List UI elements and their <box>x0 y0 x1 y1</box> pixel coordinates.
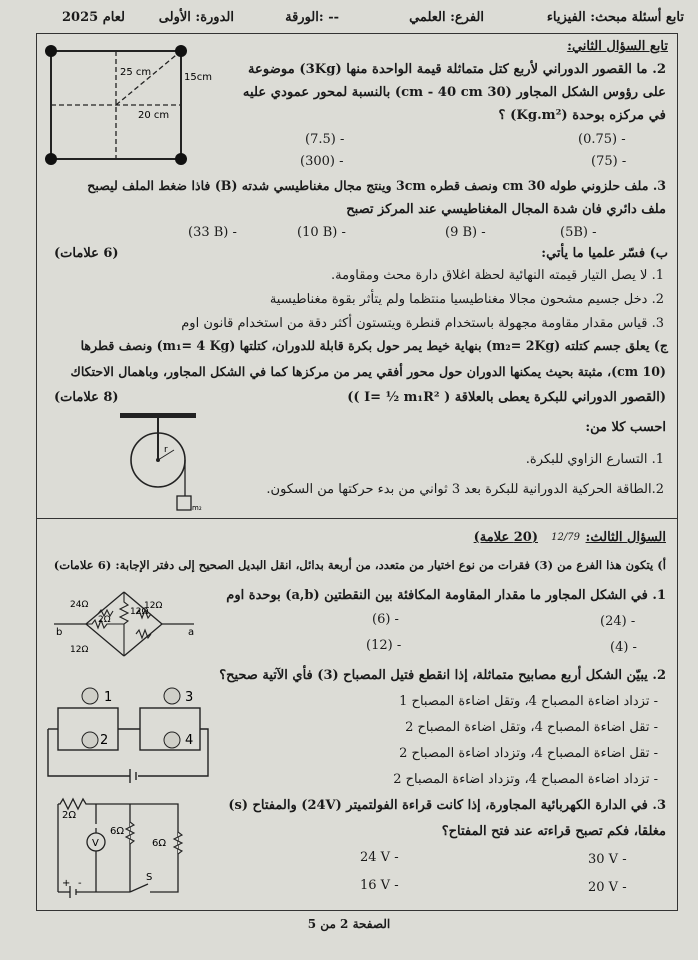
q3-intro: أ) يتكون هذا الفرع من (3) فقرات من نوع اختيار من متعدد، من أربعة بدائل، انقل البديل الصحيح إلى دفتر الإجابة: (6 علامات) <box>53 558 666 572</box>
pulley-radius-label: r <box>164 445 168 455</box>
header-session: الدورة: الأولى <box>158 10 234 25</box>
page-header <box>14 8 684 30</box>
q3-item2-option-1[interactable]: - تزداد اضاءة المصباح 4، وتقل اضاءة المصباح 1 <box>399 694 658 709</box>
q2-partB-marks: (6 علامات) <box>54 246 119 261</box>
lamp-4-label: 4 <box>185 733 194 748</box>
q3-item3-option-1[interactable]: 30 V - <box>588 852 627 867</box>
header-subject: تابع أسئلة مبحث: الفيزياء <box>546 10 684 25</box>
r-6ohm-b-label: 6Ω <box>152 838 167 849</box>
q2-partC-line3: (القصور الدوراني للبكرة يعطى بالعلاقة ( I= ½ m₁R² )) <box>347 390 666 405</box>
q2-item2-option-2[interactable]: (7.5) - <box>305 132 345 147</box>
q2-partC-line1: ج) يعلق جسم كتلته (m₂= 2Kg) بنهاية خيط يمر حول بكرة قابلة للدوران، كتلتها (m₁= 4 Kg) ونصف قطرها <box>80 338 668 353</box>
r-24-label: 24Ω <box>70 600 89 610</box>
q2-partC-item-2: 2.الطاقة الحركية الدورانية للبكرة بعد 3 ثواني من بدء حركتها من السكون. <box>266 482 664 497</box>
q2-partB-title: ب) فسّر علميا ما يأتي: <box>541 246 668 261</box>
q2-item3-option-4[interactable]: (33 B) - <box>188 225 237 240</box>
label-15cm: 15cm <box>184 72 212 83</box>
q2-item3-option-1[interactable]: (5B) - <box>560 225 597 240</box>
q3-item3-option-4[interactable]: 16 V - <box>360 878 399 893</box>
q3-item1-option-2[interactable]: (6) - <box>372 612 399 627</box>
q2-item2-line2: على رؤوس الشكل المجاور (30 cm - 40 cm) بالنسبة لمحور عمودي عليه <box>242 85 666 100</box>
q2-item3-option-3[interactable]: (10 B) - <box>297 225 346 240</box>
q3-marks: (20 علامة) <box>473 530 538 545</box>
voltmeter-label: V <box>92 838 99 849</box>
q2-partC-calc: احسب كلا من: <box>585 420 666 435</box>
voltmeter-circuit-figure <box>48 794 192 902</box>
label-20cm: 20 cm <box>138 110 170 121</box>
label-25cm: 25 cm <box>120 67 152 78</box>
q3-item1-option-3[interactable]: (4) - <box>610 640 637 655</box>
q3-item3-option-3[interactable]: 20 V - <box>588 880 627 895</box>
r-2-label: 2Ω <box>98 615 111 625</box>
q3-item2-option-3[interactable]: - تقل اضاءة المصباح 4، وتزداد اضاءة المصباح 2 <box>399 746 658 761</box>
q3-item3-option-2[interactable]: 24 V - <box>360 850 399 865</box>
r-12c-label: 12Ω <box>70 645 89 655</box>
q3-item3-line1: 3. في الدارة الكهربائية المجاورة، إذا كانت قراءة الفولتميتر (24V) والمفتاح (s) <box>228 798 666 813</box>
r-6ohm-a-label: 6Ω <box>110 826 125 837</box>
pulley-figure <box>118 410 218 516</box>
header-paper: الورقة: -- <box>285 10 339 25</box>
q2-partB-item-1: 1. لا يصل التيار قيمته النهائية لحظة اغلاق دارة محث ومقاومة. <box>330 268 664 283</box>
plus-label: + <box>62 878 71 889</box>
r-2ohm-label: 2Ω <box>62 810 77 821</box>
minus-label: - <box>78 878 82 889</box>
q3-item1-option-1[interactable]: (24) - <box>600 614 636 629</box>
q3-item2-option-2[interactable]: - تقل اضاءة المصباح 4، وتقل اضاءة المصباح 2 <box>405 720 658 735</box>
q3-item2-option-4[interactable]: - تزداد اضاءة المصباح 4، وتزداد اضاءة المصباح 2 <box>393 772 658 787</box>
q2-item2-option-4[interactable]: (300) - <box>300 154 344 169</box>
r-12b-label: 12Ω <box>144 601 163 611</box>
lamp-1-label: 1 <box>104 690 113 705</box>
switch-label: S <box>146 872 153 883</box>
point-a-label: a <box>188 627 195 638</box>
header-year: لعام 2025 <box>62 10 125 25</box>
q2-item3-option-2[interactable]: (9 B) - <box>445 225 486 240</box>
q2-partC-item-1: 1. التسارع الزاوي للبكرة. <box>525 452 664 467</box>
q2-item3-line1: 3. ملف حلزوني طوله 30 cm ونصف قطره 3cm وينتج مجال مغناطيسي شدته (B) فاذا ضغط الملف ليصبح <box>87 178 666 193</box>
q2-item3-line2: ملف دائري فان شدة المجال المغناطيسي عند المركز تصبح <box>346 202 666 217</box>
q2-item2-line1: 2. ما القصور الدوراني لأربع كتل متماثلة قيمة الواحدة منها (3Kg) موضوعة <box>247 62 666 77</box>
q3-item1-option-4[interactable]: (12) - <box>366 638 402 653</box>
q2-item2-option-3[interactable]: (75) - <box>591 154 627 169</box>
q3-title: السؤال الثالث: <box>585 530 666 545</box>
q3-item3-line2: مغلقا، فكم تصبح قراءته عند فتح المفتاح؟ <box>441 824 666 839</box>
q2-partC-line2: (10 cm)، مثبتة بحيث يمكنها الدوران حول محور أفقي يمر من مركزها كما في الشكل المجاور، وباهمال الاحتكاك <box>70 364 666 379</box>
q2-item2-option-1[interactable]: (0.75) - <box>578 132 626 147</box>
lamps-circuit-figure <box>40 684 212 790</box>
point-b-label: b <box>56 627 63 638</box>
r-12a-label: 12Ω <box>130 607 149 617</box>
q2-partB-item-3: 3. قياس مقدار مقاومة مجهولة باستخدام قنطرة ويتستون أكثر دقة من استخدام قانون اوم <box>181 316 664 331</box>
q3-handwritten-note: 12/79 <box>551 532 580 543</box>
section-divider <box>36 518 678 519</box>
mass-label: m₂ <box>192 504 202 512</box>
q2-partC-marks: (8 علامات) <box>54 390 119 405</box>
resistor-bridge-figure <box>48 584 200 662</box>
q2-partB-item-2: 2. دخل جسيم مشحون مجالا مغناطيسيا منتظما ولم يتأثر بقوة مغناطيسية <box>269 292 664 307</box>
q3-item1-line1: 1. في الشكل المجاور ما مقدار المقاومة المكافئة بين النقطتين (a,b) بوحدة اوم <box>226 588 666 603</box>
lamp-3-label: 3 <box>185 690 194 705</box>
page-footer: الصفحة 2 من 5 <box>307 917 391 931</box>
header-branch: الفرع: العلمي <box>409 10 484 25</box>
rectangle-masses-figure <box>42 42 212 166</box>
q3-item2-line1: 2. يبيّن الشكل أربع مصابيح متماثلة، إذا انقطع فتيل المصباح (3) فأي الآتية صحيح؟ <box>219 668 666 683</box>
lamp-2-label: 2 <box>100 733 109 748</box>
q2-title: تابع السؤال الثاني: <box>567 39 668 54</box>
q2-item2-line3: في مركزه بوحدة (Kg.m²) ؟ <box>498 108 666 123</box>
